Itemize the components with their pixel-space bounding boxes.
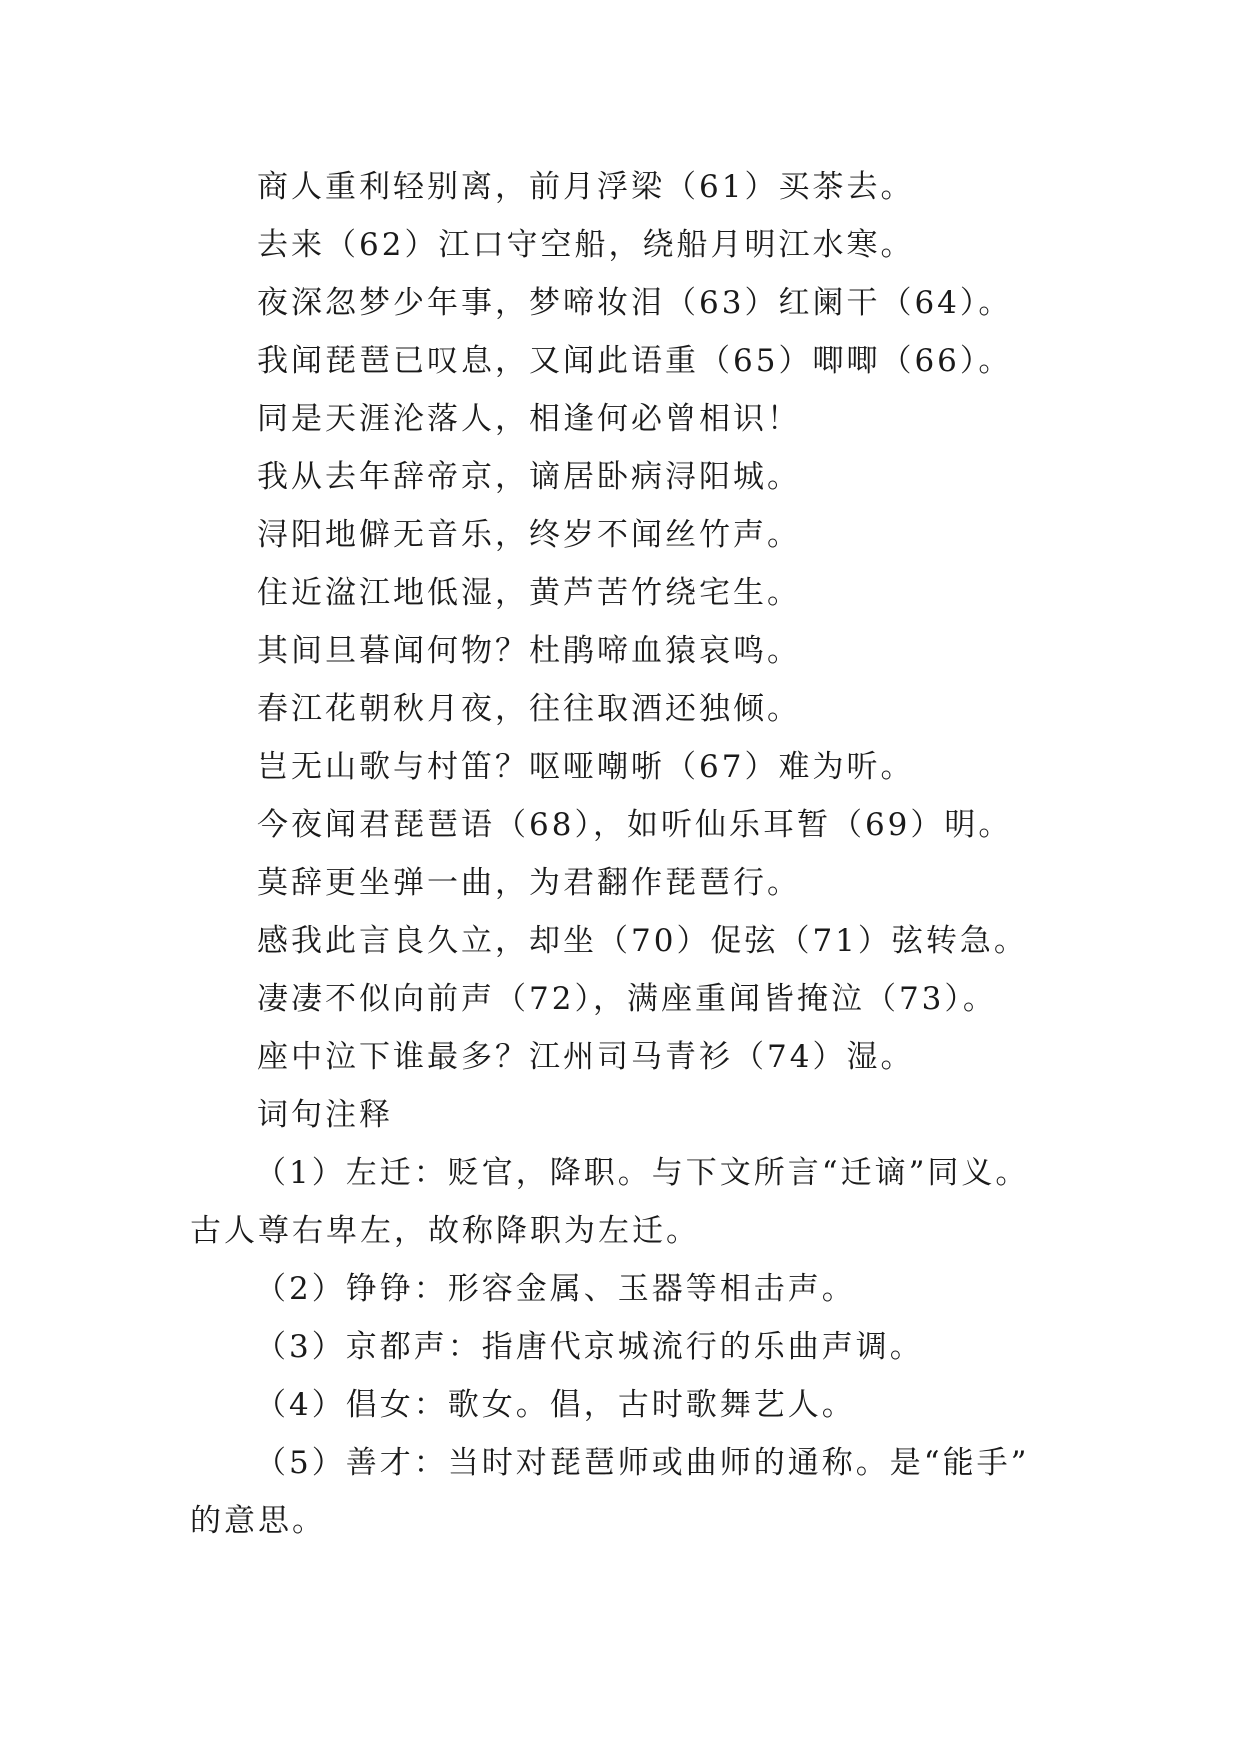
poem-line: 夜深忽梦少年事，梦啼妆泪（63）红阑干（64）。 bbox=[257, 285, 1013, 321]
poem-line: 我闻琵琶已叹息，又闻此语重（65）唧唧（66）。 bbox=[257, 343, 1013, 379]
note-line: （3）京都声：指唐代京城流行的乐曲声调。 bbox=[255, 1329, 924, 1365]
poem-line: 岂无山歌与村笛？呕哑嘲哳（67）难为听。 bbox=[257, 749, 915, 785]
poem-line: 其间旦暮闻何物？杜鹃啼血猿哀鸣。 bbox=[257, 633, 801, 669]
poem-line: 商人重利轻别离，前月浮梁（61）买茶去。 bbox=[257, 169, 915, 205]
note-line: （2）铮铮：形容金属、玉器等相击声。 bbox=[255, 1271, 856, 1307]
poem-line: 今夜闻君琵琶语（68），如听仙乐耳暂（69）明。 bbox=[257, 807, 1013, 843]
notes-heading: 词句注释 bbox=[257, 1097, 393, 1133]
poem-line: 我从去年辞帝京，谪居卧病浔阳城。 bbox=[257, 459, 801, 495]
note-line-continued: 古人尊右卑左，故称降职为左迁。 bbox=[190, 1213, 700, 1249]
poem-line: 感我此言良久立，却坐（70）促弦（71）弦转急。 bbox=[257, 923, 1028, 959]
poem-line: 同是天涯沦落人，相逢何必曾相识！ bbox=[257, 401, 801, 437]
poem-line: 座中泣下谁最多？江州司马青衫（74）湿。 bbox=[257, 1039, 915, 1075]
note-line: （5）善才：当时对琵琶师或曲师的通称。是“能手” bbox=[255, 1445, 1030, 1481]
poem-line: 浔阳地僻无音乐，终岁不闻丝竹声。 bbox=[257, 517, 801, 553]
note-line-continued: 的意思。 bbox=[190, 1503, 326, 1539]
poem-line: 住近湓江地低湿，黄芦苦竹绕宅生。 bbox=[257, 575, 801, 611]
poem-line: 莫辞更坐弹一曲，为君翻作琵琶行。 bbox=[257, 865, 801, 901]
poem-line: 春江花朝秋月夜，往往取酒还独倾。 bbox=[257, 691, 801, 727]
note-line: （1）左迁：贬官，降职。与下文所言“迁谪”同义。 bbox=[255, 1155, 1030, 1191]
poem-line: 去来（62）江口守空船，绕船月明江水寒。 bbox=[257, 227, 915, 263]
poem-line: 凄凄不似向前声（72），满座重闻皆掩泣（73）。 bbox=[257, 981, 997, 1017]
note-line: （4）倡女：歌女。倡，古时歌舞艺人。 bbox=[255, 1387, 856, 1423]
